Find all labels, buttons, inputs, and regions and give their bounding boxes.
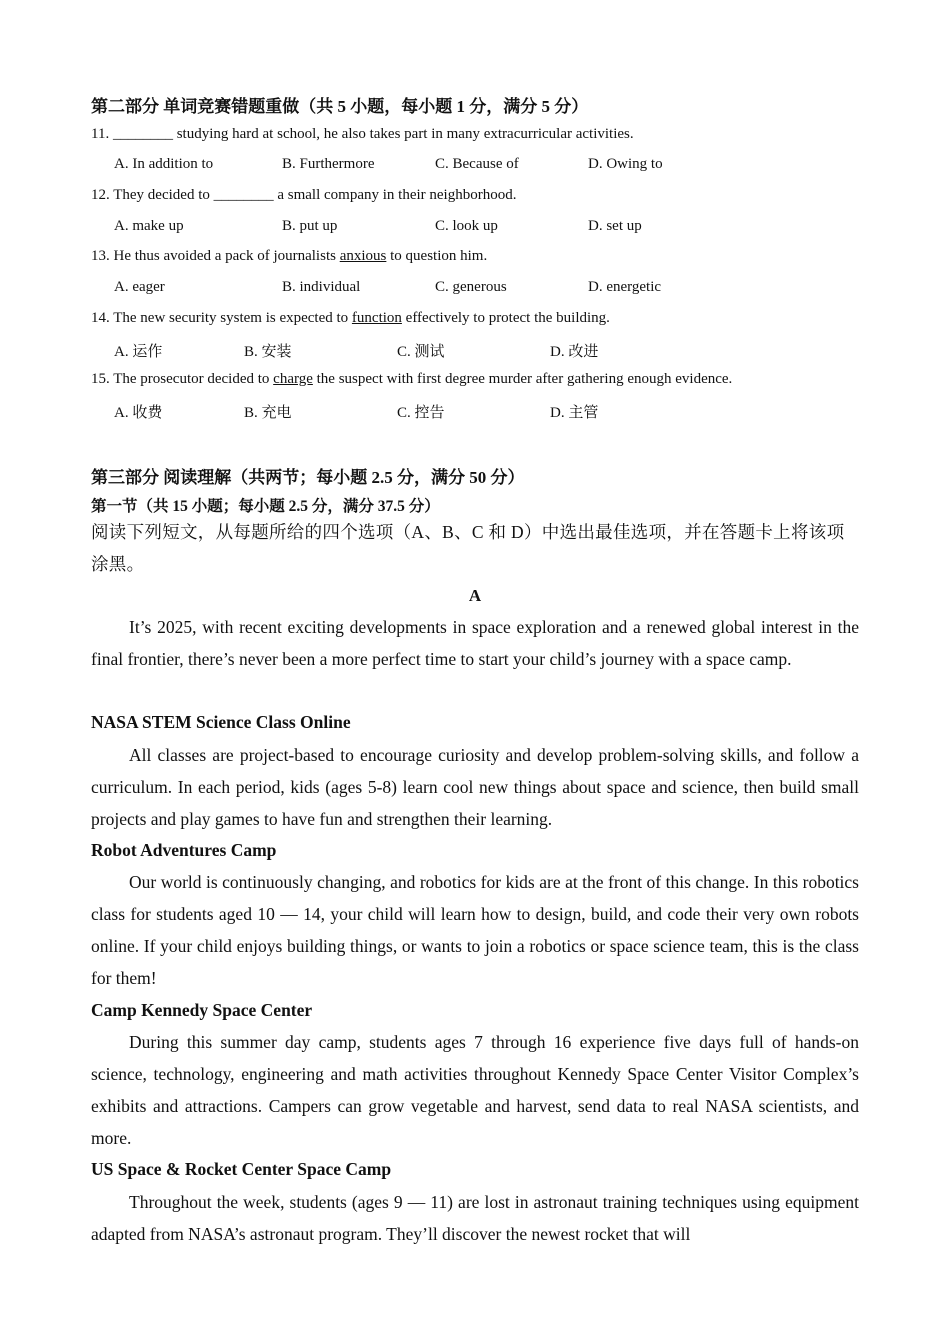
option-b[interactable]: B. put up xyxy=(282,218,338,234)
instruction: 阅读下列短文，从每题所给的四个选项（A、B、C 和 D）中选出最佳选项，并在答题卡上将该项涂黑。 xyxy=(91,522,845,574)
question-12: 12. They decided to ________ a small company in their neighborhood. xyxy=(91,187,517,203)
question-15-options xyxy=(114,401,814,421)
option-b[interactable]: B. individual xyxy=(282,279,361,295)
question-11-options xyxy=(114,156,814,176)
question-14: 14. The new security system is expected to function effectively to protect the building. xyxy=(91,310,610,326)
question-13-options xyxy=(114,279,814,299)
option-c[interactable]: C. 控告 xyxy=(397,405,445,421)
part2-title: 第二部分 单词竞赛错题重做（共 5 小题，每小题 1 分，满分 5 分） xyxy=(91,97,589,116)
camp-paragraph: During this summer day camp, students ages 7 through 16 experience five days full of hands-on science, technology, engineering and math activities throughout Kennedy Space Center Visitor Complex’s exhibits and attractions. Campers can grow vegetable and harvest, send data to real NASA scientists, and more. xyxy=(91,1032,859,1148)
question-12-options xyxy=(114,218,814,238)
option-a[interactable]: A. eager xyxy=(114,279,165,295)
option-d[interactable]: D. energetic xyxy=(588,279,662,295)
camp-heading: Robot Adventures Camp xyxy=(91,840,277,860)
option-d[interactable]: D. 主管 xyxy=(550,405,599,421)
part3-title: 第三部分 阅读理解（共两节；每小题 2.5 分，满分 50 分） xyxy=(91,468,525,487)
option-c[interactable]: C. Because of xyxy=(435,156,519,172)
underlined-word: anxious xyxy=(339,248,387,264)
option-c[interactable]: C. generous xyxy=(435,279,507,295)
option-d[interactable]: D. 改进 xyxy=(550,344,599,360)
question-13: 13. He thus avoided a pack of journalists anxious to question him. xyxy=(91,248,488,264)
option-d[interactable]: D. set up xyxy=(588,218,642,234)
camp-paragraph: All classes are project-based to encourage curiosity and develop problem-solving skills, and follow a curriculum. In each period, kids (ages 5-8) learn cool new things about space and science, then build small projects and play games to have fun and strengthen their learning. xyxy=(91,745,859,829)
question-11: 11. ________ studying hard at school, he also takes part in many extracurricular activities. xyxy=(91,126,634,142)
option-b[interactable]: B. 充电 xyxy=(244,405,292,421)
option-b[interactable]: B. 安装 xyxy=(244,344,292,360)
passage-label: A xyxy=(468,586,482,605)
option-a[interactable]: A. 运作 xyxy=(114,344,163,360)
underlined-word: function xyxy=(351,310,402,326)
question-15: 15. The prosecutor decided to charge the suspect with first degree murder after gathering enough evidence. xyxy=(91,371,733,387)
intro-paragraph: It’s 2025, with recent exciting developments in space exploration and a renewed global interest in the final frontier, there’s never been a more perfect time to start your child’s journey with a space camp. xyxy=(91,617,859,669)
option-a[interactable]: A. 收费 xyxy=(114,405,163,421)
option-c[interactable]: C. 测试 xyxy=(397,344,445,360)
camp-heading: US Space & Rocket Center Space Camp xyxy=(91,1159,392,1179)
camp-heading: Camp Kennedy Space Center xyxy=(91,1000,313,1020)
section1-title: 第一节（共 15 小题；每小题 2.5 分，满分 37.5 分） xyxy=(91,498,440,515)
option-d[interactable]: D. Owing to xyxy=(588,156,663,172)
option-a[interactable]: A. make up xyxy=(114,218,184,234)
camp-paragraph: Throughout the week, students (ages 9 — 11) are lost in astronaut training techniques using equipment adapted from NASA’s astronaut program. They’ll discover the newest rocket that will xyxy=(91,1192,859,1244)
underlined-word: charge xyxy=(273,371,313,387)
question-14-options xyxy=(114,340,814,360)
option-b[interactable]: B. Furthermore xyxy=(282,156,375,172)
option-c[interactable]: C. look up xyxy=(435,218,498,234)
camp-heading: NASA STEM Science Class Online xyxy=(91,712,351,732)
option-a[interactable]: A. In addition to xyxy=(114,156,214,172)
camp-paragraph: Our world is continuously changing, and robotics for kids are at the front of this change. In this robotics class for students aged 10 — 14, your child will learn how to design, build, and code their very own robots online. If your child enjoys building things, or wants to join a robotics or space science team, this is the class for them! xyxy=(91,872,859,988)
